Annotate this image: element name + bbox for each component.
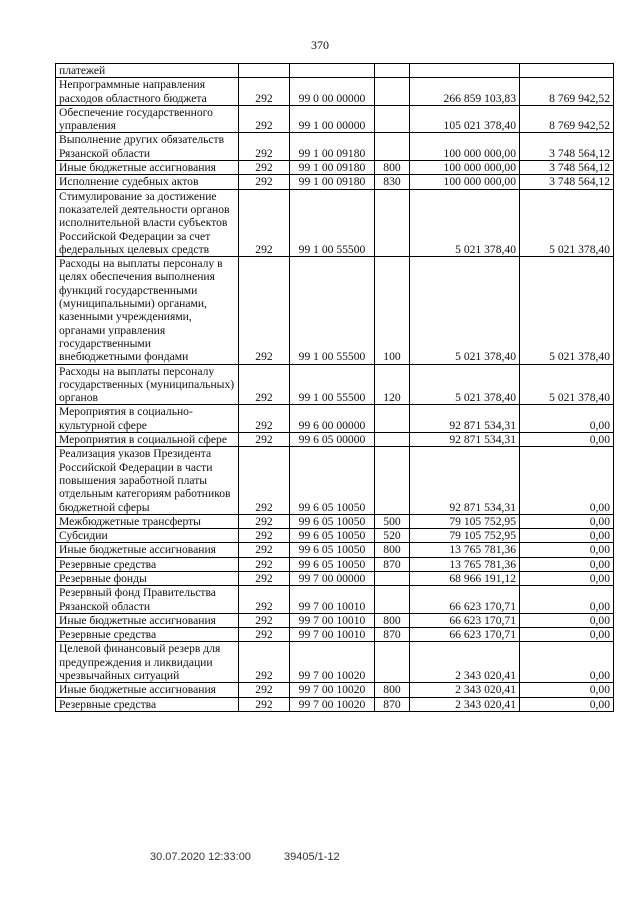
row-target-article: 99 1 00 55500 <box>290 257 375 364</box>
row-grbs-code: 292 <box>239 433 290 447</box>
row-target-article: 99 1 00 55500 <box>290 364 375 405</box>
row-target-article: 99 6 00 00000 <box>290 405 375 433</box>
footer-datetime: 30.07.2020 12:33:00 <box>150 851 251 863</box>
table-row <box>56 557 614 571</box>
table-row <box>56 447 614 514</box>
row-grbs-code: 292 <box>239 405 290 433</box>
row-grbs-code: 292 <box>239 529 290 543</box>
row-target-article: 99 1 00 55500 <box>290 189 375 256</box>
row-amount-planned: 2 343 020,41 <box>410 642 520 683</box>
row-amount-planned: 92 871 534,31 <box>410 433 520 447</box>
row-name: Целевой финансовый резерв для предупреждения и ликвидации чрезвычайных ситуаций <box>56 642 239 683</box>
table-row <box>56 543 614 557</box>
row-grbs-code <box>239 64 290 78</box>
table-row <box>56 642 614 683</box>
row-expense-type: 830 <box>375 175 410 189</box>
row-name: Выполнение других обязательств Рязанской области <box>56 133 239 161</box>
row-target-article: 99 6 05 10050 <box>290 557 375 571</box>
row-expense-type <box>375 64 410 78</box>
row-target-article: 99 7 00 10020 <box>290 697 375 711</box>
table-row <box>56 683 614 697</box>
row-expense-type: 800 <box>375 161 410 175</box>
row-amount-planned: 105 021 378,40 <box>410 105 520 133</box>
row-expense-type: 100 <box>375 257 410 364</box>
row-expense-type: 120 <box>375 364 410 405</box>
row-amount-planned: 13 765 781,36 <box>410 543 520 557</box>
row-expense-type <box>375 447 410 514</box>
table-row <box>56 161 614 175</box>
table-row <box>56 257 614 364</box>
row-name: Мероприятия в социально-культурной сфере <box>56 405 239 433</box>
row-grbs-code: 292 <box>239 697 290 711</box>
row-expense-type: 870 <box>375 557 410 571</box>
row-target-article: 99 6 05 10050 <box>290 447 375 514</box>
table-row <box>56 64 614 78</box>
row-target-article: 99 7 00 10020 <box>290 683 375 697</box>
row-expense-type: 870 <box>375 697 410 711</box>
budget-table-body <box>56 64 614 712</box>
row-name: Реализация указов Президента Российской Федерации в части повышения заработной платы отдельным категориям работников бюджетной сферы <box>56 447 239 514</box>
table-row <box>56 133 614 161</box>
row-amount-executed: 0,00 <box>520 543 614 557</box>
row-name: Иные бюджетные ассигнования <box>56 161 239 175</box>
row-amount-executed: 5 021 378,40 <box>520 364 614 405</box>
table-row <box>56 613 614 627</box>
row-amount-planned <box>410 64 520 78</box>
row-amount-planned: 5 021 378,40 <box>410 257 520 364</box>
row-amount-planned: 79 105 752,95 <box>410 529 520 543</box>
row-name: Расходы на выплаты персоналу в целях обеспечения выполнения функций государственными (муниципальными) органами, казенными учреждениями, органами управления государственными внебюджетными фондами <box>56 257 239 364</box>
row-amount-planned: 92 871 534,31 <box>410 447 520 514</box>
row-expense-type <box>375 571 410 585</box>
table-row <box>56 697 614 711</box>
table-row <box>56 628 614 642</box>
row-grbs-code: 292 <box>239 613 290 627</box>
row-expense-type <box>375 433 410 447</box>
table-row <box>56 433 614 447</box>
row-amount-planned: 5 021 378,40 <box>410 364 520 405</box>
row-target-article: 99 7 00 10010 <box>290 586 375 614</box>
row-name: Резервные средства <box>56 697 239 711</box>
row-expense-type: 800 <box>375 613 410 627</box>
row-amount-planned: 13 765 781,36 <box>410 557 520 571</box>
row-amount-planned: 5 021 378,40 <box>410 189 520 256</box>
row-amount-executed: 0,00 <box>520 613 614 627</box>
row-expense-type: 870 <box>375 628 410 642</box>
row-grbs-code: 292 <box>239 557 290 571</box>
row-target-article: 99 7 00 10010 <box>290 628 375 642</box>
row-expense-type: 800 <box>375 683 410 697</box>
row-grbs-code: 292 <box>239 514 290 528</box>
row-expense-type <box>375 78 410 106</box>
row-name: Непрограммные направления расходов областного бюджета <box>56 78 239 106</box>
row-amount-executed: 0,00 <box>520 529 614 543</box>
row-name: Резервные средства <box>56 557 239 571</box>
row-amount-executed: 0,00 <box>520 586 614 614</box>
row-grbs-code: 292 <box>239 189 290 256</box>
row-amount-planned: 92 871 534,31 <box>410 405 520 433</box>
row-expense-type <box>375 133 410 161</box>
row-amount-planned: 66 623 170,71 <box>410 586 520 614</box>
row-amount-executed: 5 021 378,40 <box>520 189 614 256</box>
row-amount-executed: 0,00 <box>520 697 614 711</box>
row-name: Стимулирование за достижение показателей деятельности органов исполнительной власти субъектов Российской Федерации за счет федеральных целевых средств <box>56 189 239 256</box>
row-name: Мероприятия в социальной сфере <box>56 433 239 447</box>
row-name: Исполнение судебных актов <box>56 175 239 189</box>
row-target-article: 99 7 00 10020 <box>290 642 375 683</box>
row-name: Резервные средства <box>56 628 239 642</box>
row-name: Иные бюджетные ассигнования <box>56 543 239 557</box>
table-row <box>56 529 614 543</box>
row-target-article: 99 7 00 00000 <box>290 571 375 585</box>
row-target-article <box>290 64 375 78</box>
row-target-article: 99 6 05 10050 <box>290 514 375 528</box>
row-grbs-code: 292 <box>239 133 290 161</box>
row-name: Субсидии <box>56 529 239 543</box>
row-amount-executed: 3 748 564,12 <box>520 133 614 161</box>
row-target-article: 99 1 00 00000 <box>290 105 375 133</box>
row-amount-planned: 2 343 020,41 <box>410 683 520 697</box>
row-grbs-code: 292 <box>239 586 290 614</box>
document-footer <box>150 851 370 863</box>
row-grbs-code: 292 <box>239 175 290 189</box>
row-grbs-code: 292 <box>239 105 290 133</box>
row-target-article: 99 1 00 09180 <box>290 175 375 189</box>
row-target-article: 99 6 05 10050 <box>290 529 375 543</box>
row-name: Межбюджетные трансферты <box>56 514 239 528</box>
row-amount-planned: 68 966 191,12 <box>410 571 520 585</box>
row-grbs-code: 292 <box>239 543 290 557</box>
row-amount-executed: 0,00 <box>520 433 614 447</box>
footer-doc-code: 39405/1-12 <box>284 851 340 863</box>
row-grbs-code: 292 <box>239 364 290 405</box>
table-row <box>56 78 614 106</box>
row-target-article: 99 1 00 09180 <box>290 161 375 175</box>
row-target-article: 99 0 00 00000 <box>290 78 375 106</box>
row-expense-type <box>375 189 410 256</box>
row-expense-type: 800 <box>375 543 410 557</box>
table-row <box>56 571 614 585</box>
row-amount-executed: 0,00 <box>520 642 614 683</box>
row-amount-executed <box>520 64 614 78</box>
row-expense-type: 520 <box>375 529 410 543</box>
row-amount-executed: 0,00 <box>520 628 614 642</box>
table-row <box>56 105 614 133</box>
row-amount-executed: 8 769 942,52 <box>520 78 614 106</box>
row-grbs-code: 292 <box>239 571 290 585</box>
row-name: Иные бюджетные ассигнования <box>56 683 239 697</box>
row-amount-planned: 79 105 752,95 <box>410 514 520 528</box>
row-amount-planned: 66 623 170,71 <box>410 613 520 627</box>
row-expense-type <box>375 405 410 433</box>
row-expense-type <box>375 586 410 614</box>
row-target-article: 99 7 00 10010 <box>290 613 375 627</box>
row-amount-executed: 0,00 <box>520 571 614 585</box>
table-row <box>56 586 614 614</box>
row-target-article: 99 6 05 00000 <box>290 433 375 447</box>
table-row <box>56 514 614 528</box>
row-amount-planned: 266 859 103,83 <box>410 78 520 106</box>
row-grbs-code: 292 <box>239 683 290 697</box>
table-row <box>56 175 614 189</box>
row-amount-planned: 100 000 000,00 <box>410 161 520 175</box>
row-amount-executed: 0,00 <box>520 514 614 528</box>
row-amount-executed: 0,00 <box>520 447 614 514</box>
row-name: платежей <box>56 64 239 78</box>
row-name: Обеспечение государственного управления <box>56 105 239 133</box>
row-name: Иные бюджетные ассигнования <box>56 613 239 627</box>
row-grbs-code: 292 <box>239 642 290 683</box>
row-expense-type: 500 <box>375 514 410 528</box>
row-amount-planned: 100 000 000,00 <box>410 133 520 161</box>
row-grbs-code: 292 <box>239 78 290 106</box>
row-amount-executed: 0,00 <box>520 683 614 697</box>
table-row <box>56 364 614 405</box>
row-target-article: 99 6 05 10050 <box>290 543 375 557</box>
row-grbs-code: 292 <box>239 628 290 642</box>
row-grbs-code: 292 <box>239 257 290 364</box>
row-name: Резервный фонд Правительства Рязанской области <box>56 586 239 614</box>
page-number: 370 <box>311 38 329 52</box>
budget-table <box>55 63 614 712</box>
row-grbs-code: 292 <box>239 447 290 514</box>
row-amount-executed: 0,00 <box>520 405 614 433</box>
row-name: Резервные фонды <box>56 571 239 585</box>
row-amount-executed: 5 021 378,40 <box>520 257 614 364</box>
row-target-article: 99 1 00 09180 <box>290 133 375 161</box>
row-amount-planned: 100 000 000,00 <box>410 175 520 189</box>
row-name: Расходы на выплаты персоналу государственных (муниципальных) органов <box>56 364 239 405</box>
row-amount-planned: 2 343 020,41 <box>410 697 520 711</box>
table-row <box>56 405 614 433</box>
table-row <box>56 189 614 256</box>
row-amount-planned: 66 623 170,71 <box>410 628 520 642</box>
row-amount-executed: 8 769 942,52 <box>520 105 614 133</box>
row-amount-executed: 0,00 <box>520 557 614 571</box>
row-amount-executed: 3 748 564,12 <box>520 161 614 175</box>
row-expense-type <box>375 105 410 133</box>
row-grbs-code: 292 <box>239 161 290 175</box>
row-expense-type <box>375 642 410 683</box>
row-amount-executed: 3 748 564,12 <box>520 175 614 189</box>
